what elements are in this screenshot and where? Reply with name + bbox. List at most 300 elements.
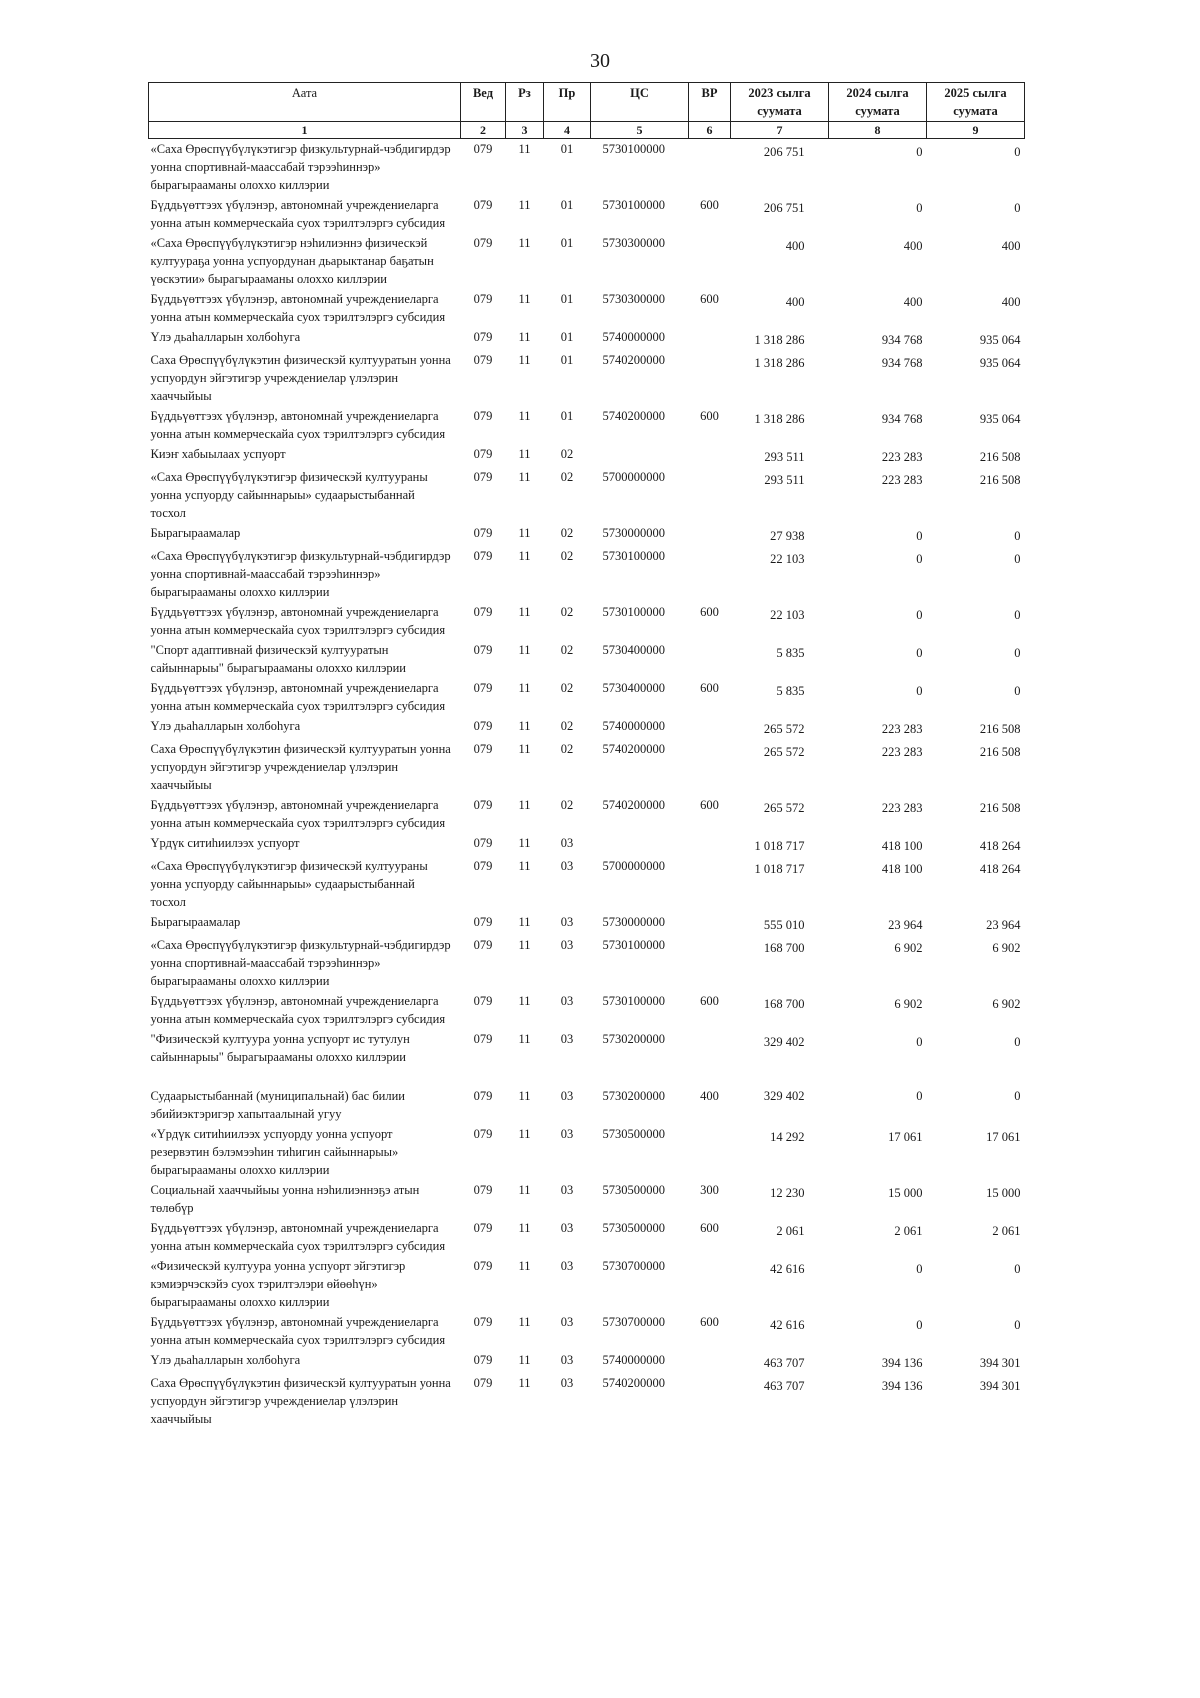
cell-cs: 5740000000	[602, 330, 665, 344]
cell-vr	[689, 546, 731, 602]
cell-ved: 079	[473, 1183, 493, 1197]
table-row	[149, 139, 1025, 196]
cell-2023: 1 318 286	[754, 333, 805, 347]
cell-vr	[689, 1350, 731, 1373]
cell-2023: 22 103	[770, 608, 805, 622]
cell-name: Үлэ дьаһалларын холбоһуга	[150, 719, 301, 733]
cell-cs: 5730000000	[602, 526, 665, 540]
cell-name: Бүддьүөттээх үбүлэнэр, автономнай учреждениеларга уонна атын коммерческайа суох тэрилтэлэргэ субсидия	[150, 198, 446, 230]
cell-rz: 11	[518, 409, 531, 423]
cell-2025: 0	[1014, 1262, 1021, 1276]
cell-2024: 15 000	[888, 1186, 923, 1200]
cell-2024: 223 283	[881, 473, 923, 487]
cell-ved: 079	[473, 526, 493, 540]
table-body	[149, 139, 1025, 1430]
cell-2025: 0	[1014, 608, 1021, 622]
cell-2025: 418 264	[979, 862, 1021, 876]
cell-name: Бырагыраамалар	[150, 915, 241, 929]
cell-name: Бүддьүөттээх үбүлэнэр, автономнай учреждениеларга уонна атын коммерческайа суох тэрилтэлэргэ субсидия	[150, 409, 446, 441]
table-row	[149, 716, 1025, 739]
cell-pr: 03	[560, 1376, 574, 1390]
cell-name: "Физическэй култуура уонна успуорт ис тутулун сайыннарыы" бырагырааманы олоххо киллэрии	[150, 1032, 410, 1064]
cell-name: Бүддьүөттээх үбүлэнэр, автономнай учреждениеларга уонна атын коммерческайа суох тэрилтэлэргэ субсидия	[150, 798, 446, 830]
cell-cs	[591, 444, 689, 467]
cell-rz: 11	[518, 549, 531, 563]
cell-vr: 600	[700, 605, 719, 619]
cell-2024: 934 768	[881, 412, 923, 426]
cell-cs: 5700000000	[602, 470, 665, 484]
cell-2024: 0	[916, 201, 923, 215]
cell-2025: 0	[1014, 684, 1021, 698]
cell-cs: 5730100000	[602, 549, 665, 563]
cell-vr: 400	[700, 1089, 719, 1103]
cell-name: «Физическэй култуура уонна успуорт эйгэтигэр кэмиэрчэскэйэ суох тэрилтэлэри өйөөһүн» бырагырааманы олоххо киллэрии	[150, 1259, 406, 1309]
cell-2025: 2 061	[992, 1224, 1021, 1238]
cell-2024: 934 768	[881, 356, 923, 370]
cell-ved: 079	[473, 1259, 493, 1273]
cell-2024: 6 902	[894, 941, 923, 955]
cell-2023: 265 572	[763, 801, 805, 815]
cell-ved: 079	[473, 142, 493, 156]
cell-cs: 5740200000	[602, 742, 665, 756]
cell-2023: 265 572	[763, 745, 805, 759]
header-cs: ЦС	[591, 83, 689, 122]
table-row	[149, 935, 1025, 991]
cell-vr	[689, 912, 731, 935]
cell-ved: 079	[473, 605, 493, 619]
cell-rz: 11	[518, 605, 531, 619]
header-rz: Рз	[506, 83, 544, 122]
cell-ved: 079	[473, 549, 493, 563]
cell-2024: 394 136	[881, 1379, 923, 1393]
cell-name: Бүддьүөттээх үбүлэнэр, автономнай учреждениеларга уонна атын коммерческайа суох тэрилтэлэргэ субсидия	[150, 1221, 446, 1253]
cell-ved: 079	[473, 330, 493, 344]
cell-pr: 02	[560, 549, 574, 563]
cell-pr: 03	[560, 938, 574, 952]
cell-2023: 2 061	[776, 1224, 805, 1238]
cell-2024: 0	[916, 145, 923, 159]
cell-cs: 5730100000	[602, 142, 665, 156]
table-row	[149, 602, 1025, 640]
cell-rz: 11	[518, 198, 531, 212]
cell-name: «Үрдүк ситиһиилээх успуорду уонна успуорт резервэтин бэлэмээһин тиһигин сайыннарыы» бырагырааманы олоххо киллэрии	[150, 1127, 399, 1177]
cell-vr: 600	[700, 994, 719, 1008]
cell-rz: 11	[518, 526, 531, 540]
cell-pr: 03	[560, 1315, 574, 1329]
cell-name: Судаарыстыбаннай (муниципальнай) бас билии эбийиэктэригэр хапытаалынай угуу	[150, 1089, 405, 1121]
cell-pr: 01	[560, 292, 574, 306]
table-row	[149, 546, 1025, 602]
cell-name: Социальнай хааччыйыы уонна нэһилиэннэҕэ атын төлөбүр	[150, 1183, 420, 1215]
cell-ved: 079	[473, 1315, 493, 1329]
budget-table	[148, 82, 1025, 1429]
cell-2023: 168 700	[763, 997, 805, 1011]
cell-ved: 079	[473, 742, 493, 756]
cell-name: Саха Өрөспүүбүлүкэтин физическэй култууратын уонна успуордун эйгэтигэр учреждениелар үлэлэрин хааччыйыы	[150, 353, 451, 403]
cell-2025: 6 902	[992, 941, 1021, 955]
table-row	[149, 406, 1025, 444]
cell-pr: 01	[560, 330, 574, 344]
cell-pr: 03	[560, 1127, 574, 1141]
cell-rz: 11	[518, 938, 531, 952]
table-row	[149, 856, 1025, 912]
cell-2023: 293 511	[764, 473, 805, 487]
cell-2023: 168 700	[763, 941, 805, 955]
cell-pr: 02	[560, 526, 574, 540]
cell-ved: 079	[473, 719, 493, 733]
cell-rz: 11	[518, 1221, 531, 1235]
cell-rz: 11	[518, 859, 531, 873]
cell-name: «Саха Өрөспүүбүлүкэтигэр физкультурнай-чэбдигирдэр уонна спортивнай-маассабай тэрээһиннэр» бырагырааманы олоххо киллэрии	[150, 549, 451, 599]
cell-2025: 15 000	[986, 1186, 1021, 1200]
cell-rz: 11	[518, 798, 531, 812]
cell-cs: 5730500000	[602, 1221, 665, 1235]
cell-vr: 600	[700, 198, 719, 212]
cell-ved: 079	[473, 1353, 493, 1367]
cell-rz: 11	[518, 915, 531, 929]
cell-2023: 206 751	[763, 145, 805, 159]
cell-2024: 0	[916, 1089, 923, 1103]
cell-rz: 11	[518, 1353, 531, 1367]
cell-vr	[689, 467, 731, 523]
cell-ved: 079	[473, 447, 493, 461]
cell-rz: 11	[518, 142, 531, 156]
cell-2025: 0	[1014, 1089, 1021, 1103]
cell-2024: 223 283	[881, 450, 923, 464]
cell-rz: 11	[518, 742, 531, 756]
table-row	[149, 1124, 1025, 1180]
cell-rz: 11	[518, 447, 531, 461]
cell-pr: 02	[560, 447, 574, 461]
cell-vr	[689, 523, 731, 546]
cell-name: Киэҥ хабыылаах успуорт	[150, 447, 286, 461]
table-row	[149, 833, 1025, 856]
table-row	[149, 1218, 1025, 1256]
cell-2024: 400	[903, 295, 923, 309]
cell-2023: 1 318 286	[754, 356, 805, 370]
cell-vr	[689, 233, 731, 289]
cell-2023: 555 010	[763, 918, 805, 932]
cell-cs: 5730100000	[602, 938, 665, 952]
cell-pr: 01	[560, 236, 574, 250]
cell-2025: 0	[1014, 1318, 1021, 1332]
cell-ved: 079	[473, 836, 493, 850]
table-row	[149, 1029, 1025, 1067]
cell-2024: 394 136	[881, 1356, 923, 1370]
cell-name: Үлэ дьаһалларын холбоһуга	[150, 1353, 301, 1367]
cell-2025: 935 064	[979, 356, 1021, 370]
cell-pr: 01	[560, 353, 574, 367]
cell-rz: 11	[518, 1089, 531, 1103]
table-row	[149, 289, 1025, 327]
cell-vr	[689, 935, 731, 991]
cell-vr	[689, 833, 731, 856]
table-row	[149, 1067, 1025, 1124]
column-number: 9	[927, 122, 1025, 139]
cell-name: «Саха Өрөспүүбүлүкэтигэр нэһилиэннэ физическэй култуураҕа уонна успуордунан дьарыктанар баҕатын үөскэтии» бырагырааманы олоххо киллэрии	[150, 236, 434, 286]
cell-rz: 11	[518, 1183, 531, 1197]
cell-ved: 079	[473, 798, 493, 812]
cell-name: Үлэ дьаһалларын холбоһуга	[150, 330, 301, 344]
cell-2023: 463 707	[763, 1356, 805, 1370]
cell-rz: 11	[518, 994, 531, 1008]
cell-ved: 079	[473, 409, 493, 423]
cell-2025: 216 508	[979, 450, 1021, 464]
cell-2023: 5 835	[776, 646, 805, 660]
cell-cs: 5730700000	[602, 1259, 665, 1273]
cell-vr	[689, 640, 731, 678]
cell-vr	[689, 716, 731, 739]
cell-cs: 5730100000	[602, 198, 665, 212]
cell-2025: 935 064	[979, 333, 1021, 347]
cell-pr: 02	[560, 681, 574, 695]
cell-2025: 0	[1014, 646, 1021, 660]
cell-name: Бүддьүөттээх үбүлэнэр, автономнай учреждениеларга уонна атын коммерческайа суох тэрилтэлэргэ субсидия	[150, 605, 446, 637]
column-number-row	[149, 122, 1025, 139]
cell-2024: 400	[903, 239, 923, 253]
cell-pr: 03	[560, 1183, 574, 1197]
table-row	[149, 1373, 1025, 1429]
cell-cs: 5730300000	[602, 236, 665, 250]
table-row	[149, 327, 1025, 350]
cell-vr	[689, 1124, 731, 1180]
cell-2025: 400	[1001, 239, 1021, 253]
cell-rz: 11	[518, 1127, 531, 1141]
table-row	[149, 467, 1025, 523]
cell-2025: 0	[1014, 552, 1021, 566]
cell-vr: 600	[700, 681, 719, 695]
table-row	[149, 444, 1025, 467]
cell-ved: 079	[473, 643, 493, 657]
cell-ved: 079	[473, 198, 493, 212]
cell-vr	[689, 739, 731, 795]
cell-name: Саха Өрөспүүбүлүкэтин физическэй култууратын уонна успуордун эйгэтигэр учреждениелар үлэлэрин хааччыйыы	[150, 742, 451, 792]
cell-pr: 01	[560, 142, 574, 156]
cell-2023: 1 318 286	[754, 412, 805, 426]
cell-rz: 11	[518, 1259, 531, 1273]
cell-2023: 14 292	[770, 1130, 805, 1144]
cell-2024: 0	[916, 552, 923, 566]
cell-2023: 400	[785, 295, 805, 309]
cell-cs: 5700000000	[602, 859, 665, 873]
column-number: 7	[731, 122, 829, 139]
cell-name: «Саха Өрөспүүбүлүкэтигэр физкультурнай-чэбдигирдэр уонна спортивнай-маассабай тэрээһиннэр» бырагырааманы олоххо киллэрии	[150, 142, 451, 192]
cell-2025: 0	[1014, 201, 1021, 215]
cell-2023: 329 402	[763, 1035, 805, 1049]
cell-name: «Саха Өрөспүүбүлүкэтигэр физическэй култуураны уонна успуорду сайыннарыы» судаарыстыбаннай тосхол	[150, 859, 428, 909]
cell-2023: 206 751	[763, 201, 805, 215]
cell-2025: 400	[1001, 295, 1021, 309]
table-row	[149, 795, 1025, 833]
cell-vr	[689, 1256, 731, 1312]
cell-pr: 02	[560, 742, 574, 756]
cell-vr: 600	[700, 798, 719, 812]
cell-2025: 418 264	[979, 839, 1021, 853]
cell-cs: 5730500000	[602, 1183, 665, 1197]
cell-2024: 0	[916, 1262, 923, 1276]
cell-2025: 0	[1014, 1035, 1021, 1049]
cell-cs: 5740200000	[602, 409, 665, 423]
cell-pr: 01	[560, 198, 574, 212]
cell-pr: 03	[560, 1353, 574, 1367]
cell-name: Бырагыраамалар	[150, 526, 241, 540]
cell-ved: 079	[473, 470, 493, 484]
cell-cs: 5740200000	[602, 798, 665, 812]
table-row	[149, 350, 1025, 406]
header-2023: 2023 сылга суумата	[731, 83, 829, 122]
cell-2025: 216 508	[979, 722, 1021, 736]
cell-ved: 079	[473, 994, 493, 1008]
cell-2023: 1 018 717	[754, 839, 805, 853]
cell-ved: 079	[473, 1376, 493, 1390]
cell-2024: 223 283	[881, 801, 923, 815]
cell-2024: 0	[916, 1035, 923, 1049]
cell-2024: 23 964	[888, 918, 923, 932]
cell-cs: 5730000000	[602, 915, 665, 929]
column-number: 8	[829, 122, 927, 139]
column-number: 4	[544, 122, 591, 139]
cell-rz: 11	[518, 292, 531, 306]
header-2025: 2025 сылга суумата	[927, 83, 1025, 122]
cell-name: Үрдүк ситиһиилээх успуорт	[150, 836, 300, 850]
cell-rz: 11	[518, 236, 531, 250]
cell-vr	[689, 1029, 731, 1067]
cell-pr: 03	[560, 1221, 574, 1235]
cell-name: Бүддьүөттээх үбүлэнэр, автономнай учреждениеларга уонна атын коммерческайа суох тэрилтэлэргэ субсидия	[150, 292, 446, 324]
header-2024: 2024 сылга суумата	[829, 83, 927, 122]
cell-2023: 5 835	[776, 684, 805, 698]
table-row	[149, 1256, 1025, 1312]
cell-ved: 079	[473, 681, 493, 695]
cell-vr: 600	[700, 1315, 719, 1329]
cell-ved: 079	[473, 1032, 493, 1046]
cell-2025: 0	[1014, 529, 1021, 543]
cell-rz: 11	[518, 1376, 531, 1390]
cell-pr: 03	[560, 859, 574, 873]
cell-name: Бүддьүөттээх үбүлэнэр, автономнай учреждениеларга уонна атын коммерческайа суох тэрилтэлэргэ субсидия	[150, 681, 446, 713]
cell-cs: 5730500000	[602, 1127, 665, 1141]
cell-2024: 223 283	[881, 722, 923, 736]
cell-2025: 935 064	[979, 412, 1021, 426]
cell-2024: 6 902	[894, 997, 923, 1011]
cell-2023: 1 018 717	[754, 862, 805, 876]
cell-cs: 5730200000	[602, 1032, 665, 1046]
table-row	[149, 523, 1025, 546]
table-row	[149, 1312, 1025, 1350]
cell-rz: 11	[518, 470, 531, 484]
table-row	[149, 640, 1025, 678]
cell-ved: 079	[473, 353, 493, 367]
cell-vr	[689, 1373, 731, 1429]
cell-2023: 293 511	[764, 450, 805, 464]
cell-cs: 5730100000	[602, 605, 665, 619]
cell-ved: 079	[473, 1127, 493, 1141]
cell-2025: 216 508	[979, 473, 1021, 487]
cell-vr	[689, 327, 731, 350]
cell-pr: 03	[560, 915, 574, 929]
cell-2023: 329 402	[763, 1089, 805, 1103]
cell-rz: 11	[518, 353, 531, 367]
cell-2023: 42 616	[770, 1318, 805, 1332]
cell-rz: 11	[518, 643, 531, 657]
cell-ved: 079	[473, 938, 493, 952]
cell-pr: 01	[560, 409, 574, 423]
cell-vr: 600	[700, 409, 719, 423]
header-pr: Пр	[544, 83, 591, 122]
cell-2023: 400	[785, 239, 805, 253]
cell-2025: 216 508	[979, 745, 1021, 759]
cell-cs: 5730700000	[602, 1315, 665, 1329]
cell-2023: 265 572	[763, 722, 805, 736]
cell-ved: 079	[473, 236, 493, 250]
table-row	[149, 678, 1025, 716]
cell-2024: 934 768	[881, 333, 923, 347]
cell-cs: 5730400000	[602, 681, 665, 695]
cell-2025: 216 508	[979, 801, 1021, 815]
cell-name: «Саха Өрөспүүбүлүкэтигэр физическэй култуураны уонна успуорду сайыннарыы» судаарыстыбаннай тосхол	[150, 470, 428, 520]
cell-2024: 0	[916, 529, 923, 543]
cell-cs	[591, 833, 689, 856]
cell-cs: 5740200000	[602, 353, 665, 367]
cell-2023: 12 230	[770, 1186, 805, 1200]
cell-name: "Спорт адаптивнай физическэй култууратын сайыннарыы" бырагырааманы олоххо киллэрии	[150, 643, 406, 675]
cell-pr: 03	[560, 836, 574, 850]
cell-2025: 0	[1014, 145, 1021, 159]
page-number: 30	[590, 50, 610, 72]
cell-name: «Саха Өрөспүүбүлүкэтигэр физкультурнай-чэбдигирдэр уонна спортивнай-маассабай тэрээһиннэр» бырагырааманы олоххо киллэрии	[150, 938, 451, 988]
cell-pr: 02	[560, 798, 574, 812]
cell-2023: 27 938	[770, 529, 805, 543]
column-number: 2	[461, 122, 506, 139]
cell-2024: 0	[916, 646, 923, 660]
table-row	[149, 233, 1025, 289]
cell-pr: 02	[560, 719, 574, 733]
cell-2024: 418 100	[881, 862, 923, 876]
cell-pr: 02	[560, 643, 574, 657]
cell-2025: 23 964	[986, 918, 1021, 932]
cell-pr: 03	[560, 1259, 574, 1273]
cell-cs: 5740000000	[602, 1353, 665, 1367]
header-name: Аата	[149, 83, 461, 122]
table-row	[149, 912, 1025, 935]
cell-2024: 223 283	[881, 745, 923, 759]
cell-2024: 2 061	[894, 1224, 923, 1238]
cell-vr: 600	[700, 1221, 719, 1235]
column-number: 5	[591, 122, 689, 139]
cell-rz: 11	[518, 681, 531, 695]
cell-cs: 5730100000	[602, 994, 665, 1008]
cell-2024: 17 061	[888, 1130, 923, 1144]
cell-cs: 5740000000	[602, 719, 665, 733]
cell-rz: 11	[518, 836, 531, 850]
cell-vr	[689, 856, 731, 912]
cell-2024: 0	[916, 684, 923, 698]
cell-pr: 03	[560, 1032, 574, 1046]
cell-vr: 600	[700, 292, 719, 306]
cell-name: Бүддьүөттээх үбүлэнэр, автономнай учреждениеларга уонна атын коммерческайа суох тэрилтэлэргэ субсидия	[150, 994, 446, 1026]
cell-2025: 6 902	[992, 997, 1021, 1011]
cell-rz: 11	[518, 330, 531, 344]
cell-pr: 02	[560, 605, 574, 619]
cell-cs: 5730400000	[602, 643, 665, 657]
column-number: 3	[506, 122, 544, 139]
cell-2023: 42 616	[770, 1262, 805, 1276]
table-row	[149, 1180, 1025, 1218]
cell-ved: 079	[473, 292, 493, 306]
cell-rz: 11	[518, 1315, 531, 1329]
cell-vr: 300	[700, 1183, 719, 1197]
cell-vr	[689, 350, 731, 406]
